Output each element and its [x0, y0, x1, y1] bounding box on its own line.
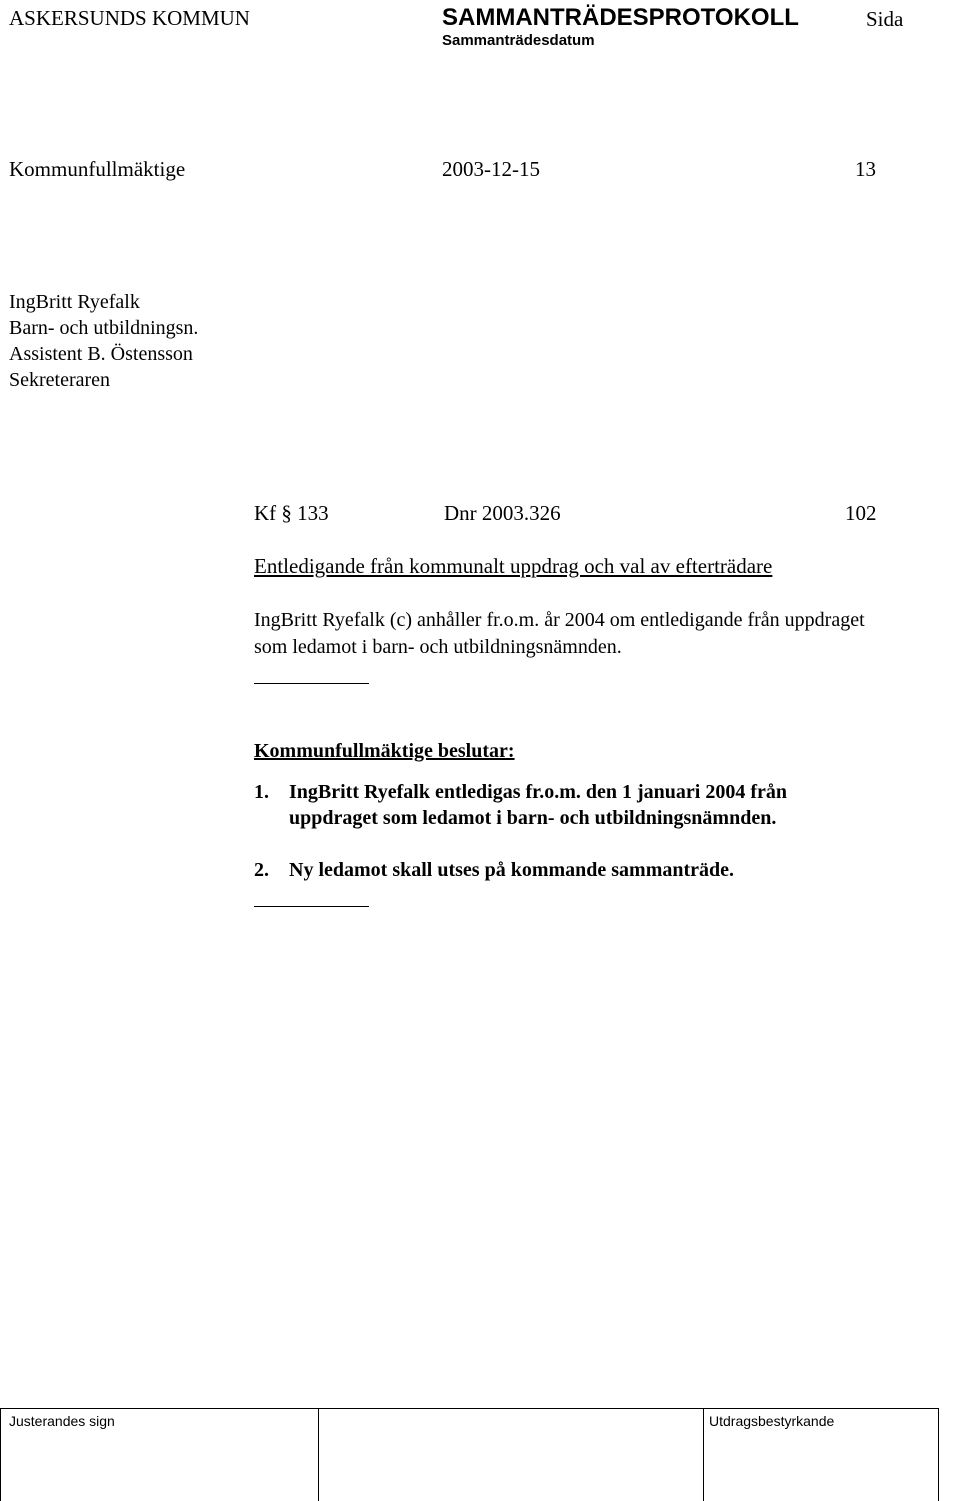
meeting-body: Kommunfullmäktige	[9, 157, 186, 181]
justerandes-sign-label: Justerandes sign	[9, 1413, 115, 1429]
decision-item-text: Ny ledamot skall utses på kommande sammanträde.	[289, 859, 735, 881]
dnr-ref	[444, 500, 561, 527]
decision-item-number: 1.	[254, 781, 269, 803]
dnr-number: 2003.326	[481, 501, 561, 525]
footer-divider	[318, 1409, 319, 1501]
paragraph-sign: §	[281, 501, 292, 525]
meeting-date: 2003-12-15	[442, 157, 540, 181]
section-ref	[254, 500, 329, 527]
section-body-line-1: IngBritt Ryefalk (c) anhåller fr.o.m. år 2004 om entledigande från uppdraget	[254, 609, 865, 631]
case-number: 102	[845, 501, 877, 525]
section-title: Entledigande från kommunalt uppdrag och val av efterträdare	[254, 554, 773, 578]
distribution-item: Assistent B. Östensson	[9, 343, 193, 365]
footer-divider	[703, 1409, 704, 1501]
separator-line	[254, 906, 369, 907]
utdragsbestyrkande-label: Utdragsbestyrkande	[709, 1413, 835, 1429]
document-type: SAMMANTRÄDESPROTOKOLL	[442, 4, 799, 31]
municipality-name: ASKERSUNDS KOMMUN	[9, 6, 250, 30]
separator-line	[254, 683, 369, 684]
section-body-line-2: som ledamot i barn- och utbildningsnämnden.	[254, 636, 622, 658]
decision-item-text	[289, 779, 787, 831]
section-number: 133	[297, 501, 329, 525]
decision-item-line: uppdraget som ledamot i barn- och utbildningsnämnden.	[289, 807, 777, 829]
distribution-item: Sekreteraren	[9, 369, 111, 391]
meeting-date-label: Sammanträdesdatum	[442, 32, 595, 49]
footer-signature-box	[0, 1408, 939, 1501]
page-label: Sida	[866, 7, 904, 31]
decision-heading: Kommunfullmäktige beslutar:	[254, 740, 515, 762]
distribution-item: IngBritt Ryefalk	[9, 291, 140, 313]
decision-item-line: IngBritt Ryefalk entledigas fr.o.m. den 1 januari 2004 från	[289, 781, 787, 803]
decision-item-number: 2.	[254, 859, 269, 881]
kf-label: Kf	[254, 501, 277, 525]
distribution-item: Barn- och utbildningsn.	[9, 317, 199, 339]
page-number: 13	[855, 157, 876, 181]
distribution-list	[9, 289, 198, 393]
dnr-label: Dnr	[444, 501, 477, 525]
